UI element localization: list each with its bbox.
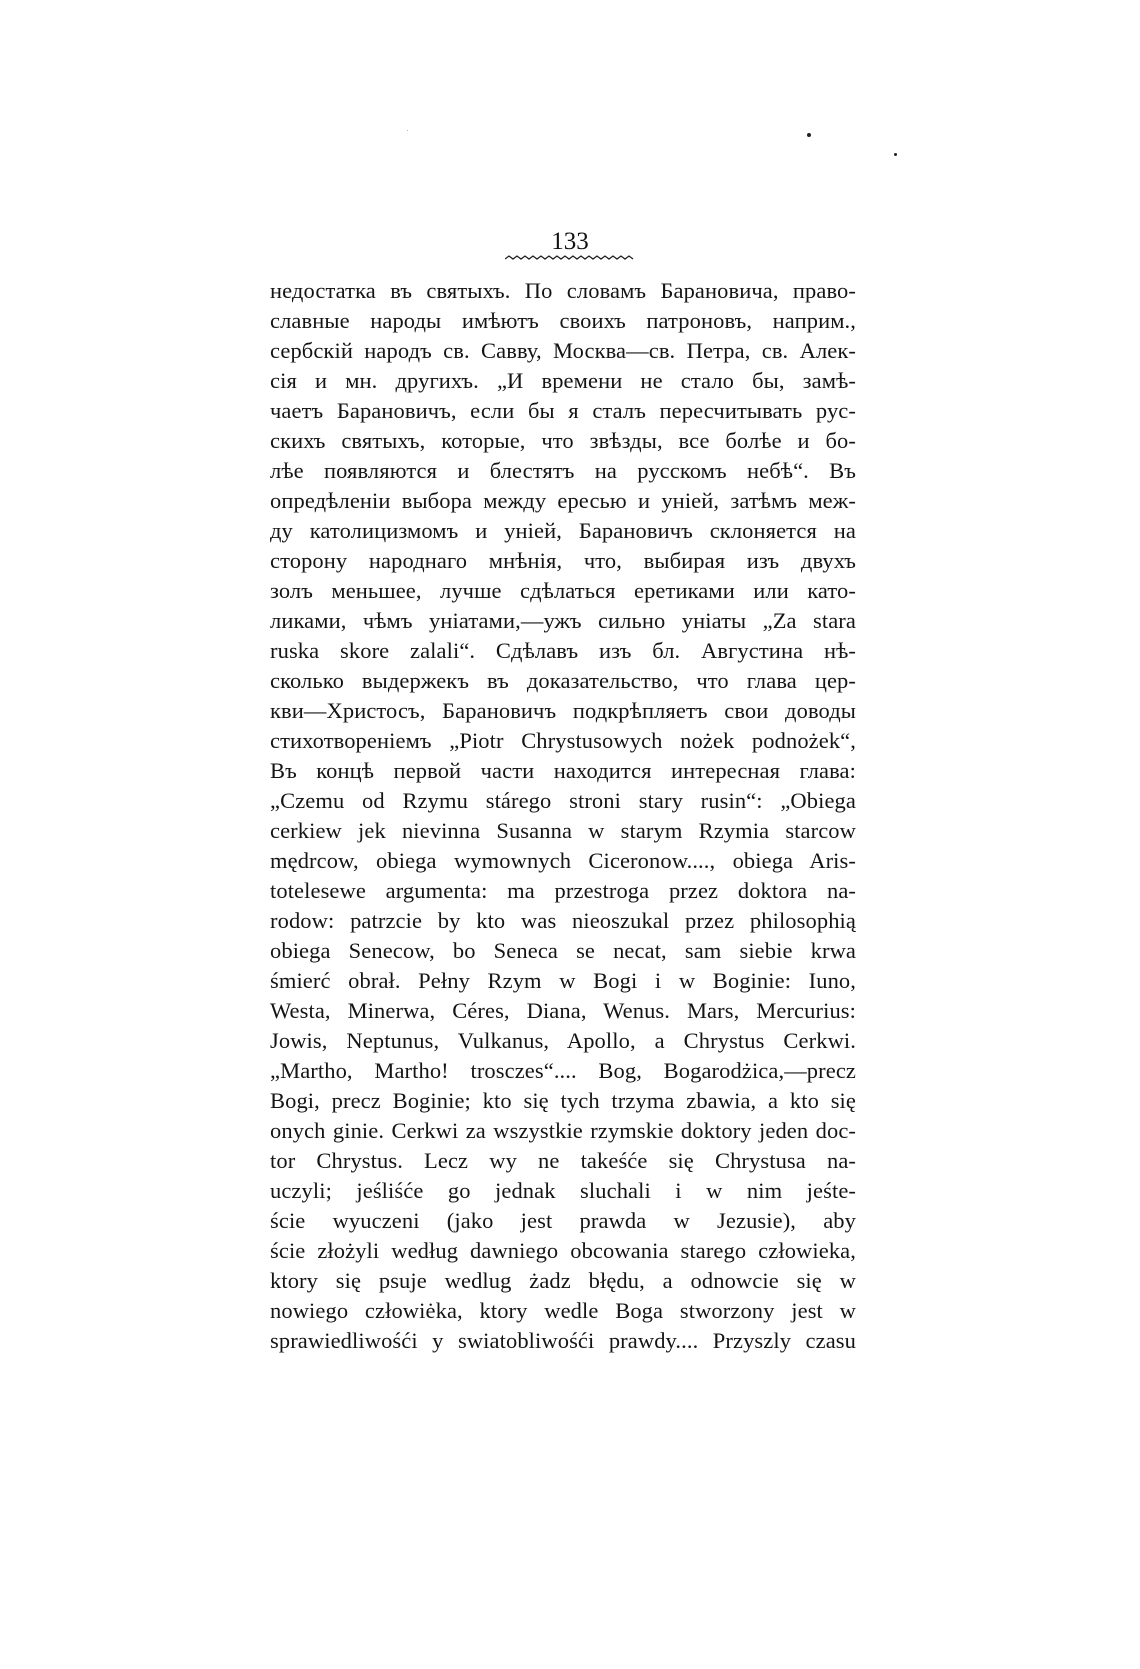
text-line: obiega Senecow, bo Seneca se necat, sam siebie krwa — [270, 938, 856, 963]
body-text — [270, 276, 856, 1356]
text-line: золъ меньшее, лучше сдѣлаться еретиками или като- — [270, 578, 856, 603]
text-line: „Martho, Martho! trosczes“.... Bog, Bogarodżica,—precz — [270, 1058, 856, 1083]
text-line: скихъ святыхъ, которые, что звѣзды, все болѣе и бо- — [270, 428, 856, 453]
text-line: onych ginie. Cerkwi za wszystkie rzymskie doktory jeden doc- — [270, 1118, 856, 1143]
text-line: rodow: patrzcie by kto was nieoszukal przez philosophią — [270, 908, 856, 933]
text-line: славные народы имѣютъ своихъ патроновъ, наприм., — [270, 308, 856, 333]
text-line: кви—Христосъ, Барановичъ подкрѣпляетъ свои доводы — [270, 698, 856, 723]
text-line: стихотвореніемъ „Piotr Chrystusowych nożek podnożek“, — [270, 728, 856, 753]
text-line: ду католицизмомъ и уніей, Барановичъ склоняется на — [270, 518, 856, 543]
text-line: tor Chrystus. Lecz wy ne takeśće się Chrystusa na- — [270, 1148, 856, 1173]
text-line: mędrcow, obiega wymownych Ciceronow...., obiega Aris- — [270, 848, 856, 873]
text-line: Bogi, precz Boginie; kto się tych trzyma zbawia, a kto się — [270, 1088, 856, 1113]
text-line: ликами, чѣмъ уніатами,—ужъ сильно уніаты „Za stara — [270, 608, 856, 633]
text-line: uczyli; jeśliśće go jednak sluchali i w nim jeśte- — [270, 1178, 856, 1203]
text-line: „Czemu od Rzymu stárego stroni stary rusin“: „Obiega — [270, 788, 856, 813]
text-line: Въ концѣ первой части находится интересная глава: — [270, 758, 856, 783]
ink-speck — [807, 133, 811, 137]
ink-speck — [894, 153, 897, 156]
text-line: чаетъ Барановичъ, если бы я сталъ пересчитывать рус- — [270, 398, 856, 423]
text-line: Jowis, Neptunus, Vulkanus, Apollo, a Chrystus Cerkwi. — [270, 1028, 856, 1053]
text-line: сколько выдержекъ въ доказательство, что глава цер- — [270, 668, 856, 693]
text-line: сія и мн. другихъ. „И времени не стало бы, замѣ- — [270, 368, 856, 393]
text-line: nowiego człowiėka, ktory wedle Boga stworzony jest w — [270, 1298, 856, 1323]
text-line: śmierć obrał. Pełny Rzym w Bogi i w Boginie: Iuno, — [270, 968, 856, 993]
text-line: sprawiedliwośći y swiatobliwośći prawdy.... Przyszly czasu — [270, 1328, 856, 1353]
text-line: лѣе появляются и блестятъ на русскомъ небѣ“. Въ — [270, 458, 856, 483]
text-line: опредѣленіи выбора между ересью и уніей, затѣмъ меж- — [270, 488, 856, 513]
ink-speck — [407, 130, 408, 131]
text-line: cerkiew jek nievinna Susanna w starym Rzymia starcow — [270, 818, 856, 843]
text-line: ście złożyli według dawniego obcowania starego człowieka, — [270, 1238, 856, 1263]
text-line: сторону народнаго мнѣнія, что, выбирая изъ двухъ — [270, 548, 856, 573]
page-number-underline-ornament — [505, 254, 635, 262]
text-line: ktory się psuje wedlug żadz błędu, a odnowcie się w — [270, 1268, 856, 1293]
text-line: недостатка въ святыхъ. По словамъ Барановича, право- — [270, 278, 856, 303]
text-line: totelesewe argumenta: ma przestroga przez doktora na- — [270, 878, 856, 903]
text-line: ście wyuczeni (jako jest prawda w Jezusie), aby — [270, 1208, 856, 1233]
text-line: сербскій народъ св. Савву, Москва—св. Петра, св. Алек- — [270, 338, 856, 363]
text-line: Westa, Minerwa, Céres, Diana, Wenus. Mars, Mercurius: — [270, 998, 856, 1023]
text-line: ruska skore zalali“. Сдѣлавъ изъ бл. Августина нѣ- — [270, 638, 856, 663]
page-number: 133 — [551, 228, 589, 255]
